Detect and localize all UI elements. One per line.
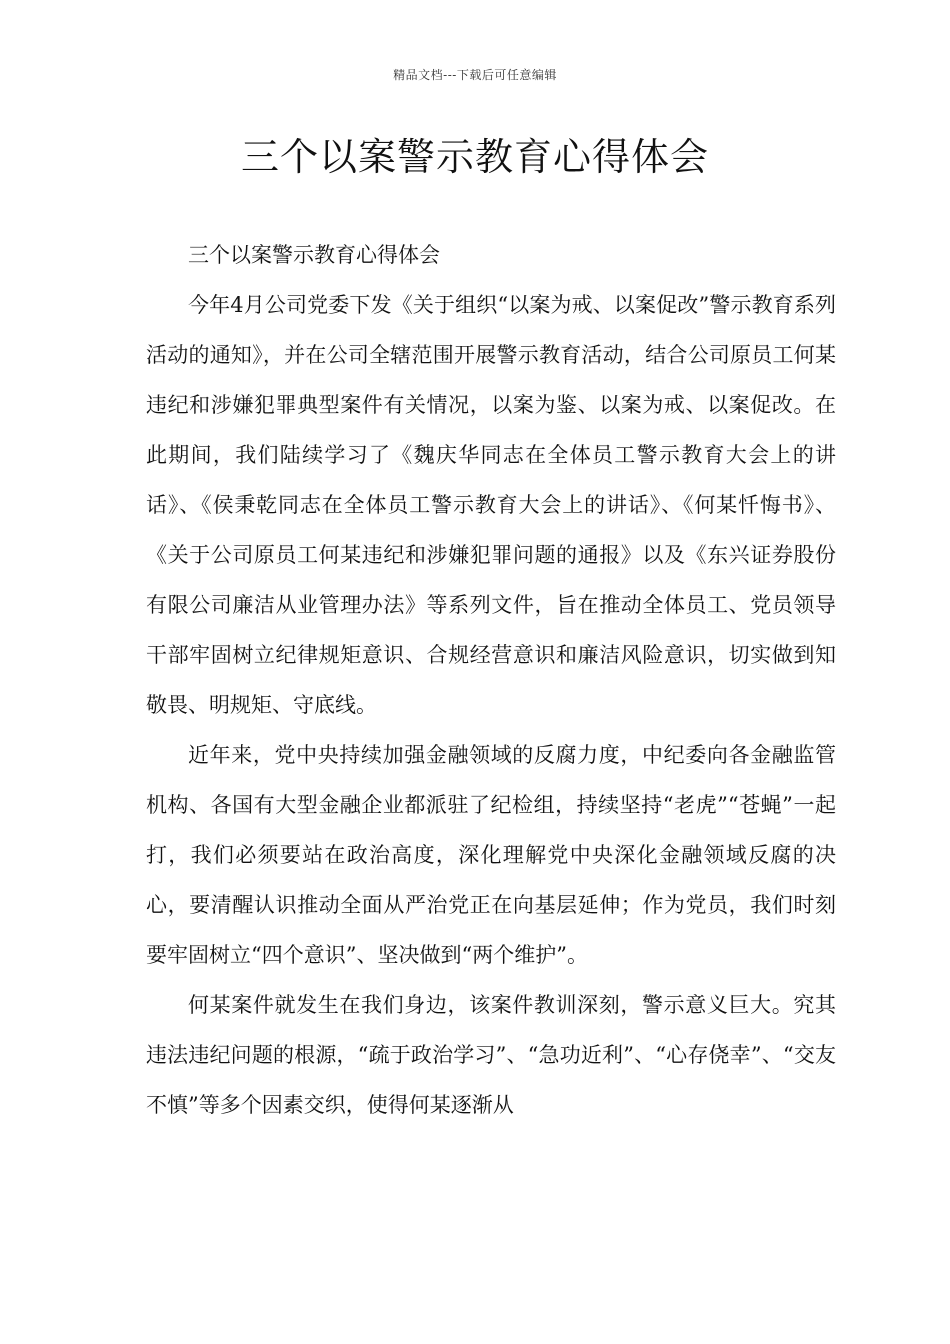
paragraph: 何某案件就发生在我们身边，该案件教训深刻，警示意义巨大。究其违法违纪问题的根源，“疏于政治学习”、“急功近利”、“心存侥幸”、“交友不慎”等多个因素交织，使得何某逐渐从 <box>146 993 836 1117</box>
paragraph: 近年来，党中央持续加强金融领域的反腐力度，中纪委向各金融监管机构、各国有大型金融企业都派驻了纪检组，持续坚持“老虎”“苍蝇”一起打，我们必须要站在政治高度，深化理解党中央深化金融领域反腐的决心，要清醒认识推动全面从严治党正在向基层延伸；作为党员，我们时刻要牢固树立“四个意识”、坚决做到“两个维护”。 <box>146 743 836 967</box>
paragraph: 今年4月公司党委下发《关于组织“以案为戒、以案促改”警示教育系列活动的通知》，并在公司全辖范围开展警示教育活动，结合公司原员工何某违纪和涉嫌犯罪典型案件有关情况，以案为鉴、以案为戒、以案促改。在此期间，我们陆续学习了《魏庆华同志在全体员工警示教育大会上的讲话》、《侯秉乾同志在全体员工警示教育大会上的讲话》、《何某忏悔书》、《关于公司原员工何某违纪和涉嫌犯罪问题的通报》以及《东兴证券股份有限公司廉洁从业管理办法》等系列文件，旨在推动全体员工、党员领导干部牢固树立纪律规矩意识、合规经营意识和廉洁风险意识，切实做到知敬畏、明规矩、守底线。 <box>146 293 836 717</box>
document-body <box>146 230 836 1130</box>
paragraph-subtitle: 三个以案警示教育心得体会 <box>188 243 440 267</box>
header-note: 精品文档---下载后可任意编辑 <box>393 68 557 82</box>
document-title: 三个以案警示教育心得体会 <box>240 135 709 179</box>
